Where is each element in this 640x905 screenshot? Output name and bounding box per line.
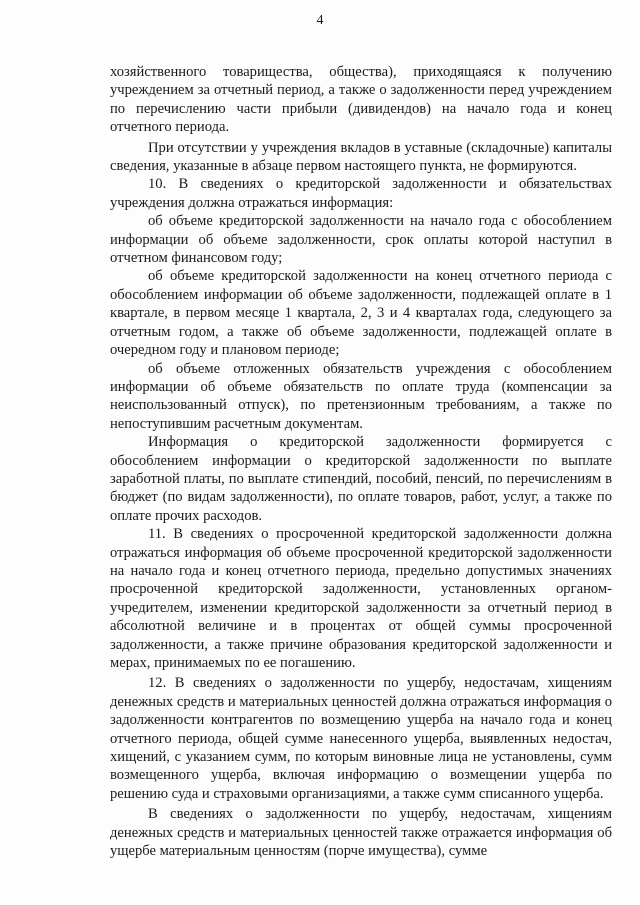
paragraph: об объеме кредиторской задолженности на конец отчетного периода с обособлением информации об объеме задолженности, подлежащей оплате в 1 квартале, в первом месяце 1 квартала, 2, 3 и 4 кварталах года, следующего за отчетным годом, а также об объеме задолженности, подлежащей оплате в очередном году и плановом периоде; (110, 268, 612, 359)
paragraph: 10. В сведениях о кредиторской задолженности и обязательствах учреждения должна отражаться информация: (110, 176, 612, 211)
paragraph: Информация о кредиторской задолженности формируется с обособлением информации о кредиторской задолженности по выплате заработной платы, по выплате стипендий, пособий, пенсий, по перечислениям в бюджет (по видам задолженности), по оплате товаров, работ, услуг, а также по оплате прочих расходов. (110, 434, 612, 524)
paragraph: об объеме отложенных обязательств учреждения с обособлением информации об объеме обязательств по оплате труда (компенсации за неиспользованный отпуск), по претензионным требованиям, а также по непоступившим расчетным документам. (110, 360, 612, 432)
paragraph: 12. В сведениях о задолженности по ущербу, недостачам, хищениям денежных средств и материальных ценностей должна отражаться информация о задолженности контрагентов по возмещению ущерба на начало года и конец отчетного периода, общей сумме нанесенного ущерба, выявленных недостач, хищений, с указанием сумм, по которым виновные лица не установлены, сумм возмещенного ущерба, включая информацию о возмещении ущерба по решению суда и страховыми организациями, а также сумм списанного ущерба. (110, 675, 612, 802)
paragraph: 11. В сведениях о просроченной кредиторской задолженности должна отражаться информация об объеме просроченной кредиторской задолженности на начало года и конец отчетного периода, предельно допустимых значениях просроченной кредиторской задолженности, установленных органом-учредителем, изменении кредиторской задолженности за отчетный период в абсолютной величине и в процентах от общей суммы просроченной задолженности, а также причине образования кредиторской задолженности и мерах, принимаемых по ее погашению. (110, 526, 612, 671)
paragraph: В сведениях о задолженности по ущербу, недостачам, хищениям денежных средств и материальных ценностей также отражается информация об ущербе материальным ценностям (порче имущества), сумме (110, 806, 612, 860)
paragraph: При отсутствии у учреждения вкладов в уставные (складочные) капиталы сведения, указанные в абзаце первом настоящего пункта, не формируются. (110, 139, 612, 175)
document-body (110, 63, 612, 860)
paragraph: об объеме кредиторской задолженности на начало года с обособлением информации об объеме задолженности, срок оплаты которой наступил в отчетном финансовом году; (110, 213, 612, 267)
page-number: 4 (316, 13, 324, 28)
paragraph: хозяйственного товарищества, общества), приходящаяся к получению учреждением за отчетный период, а также о задолженности перед учреждением по перечислению части прибыли (дивидендов) на начало года и конец отчетного периода. (110, 64, 612, 136)
